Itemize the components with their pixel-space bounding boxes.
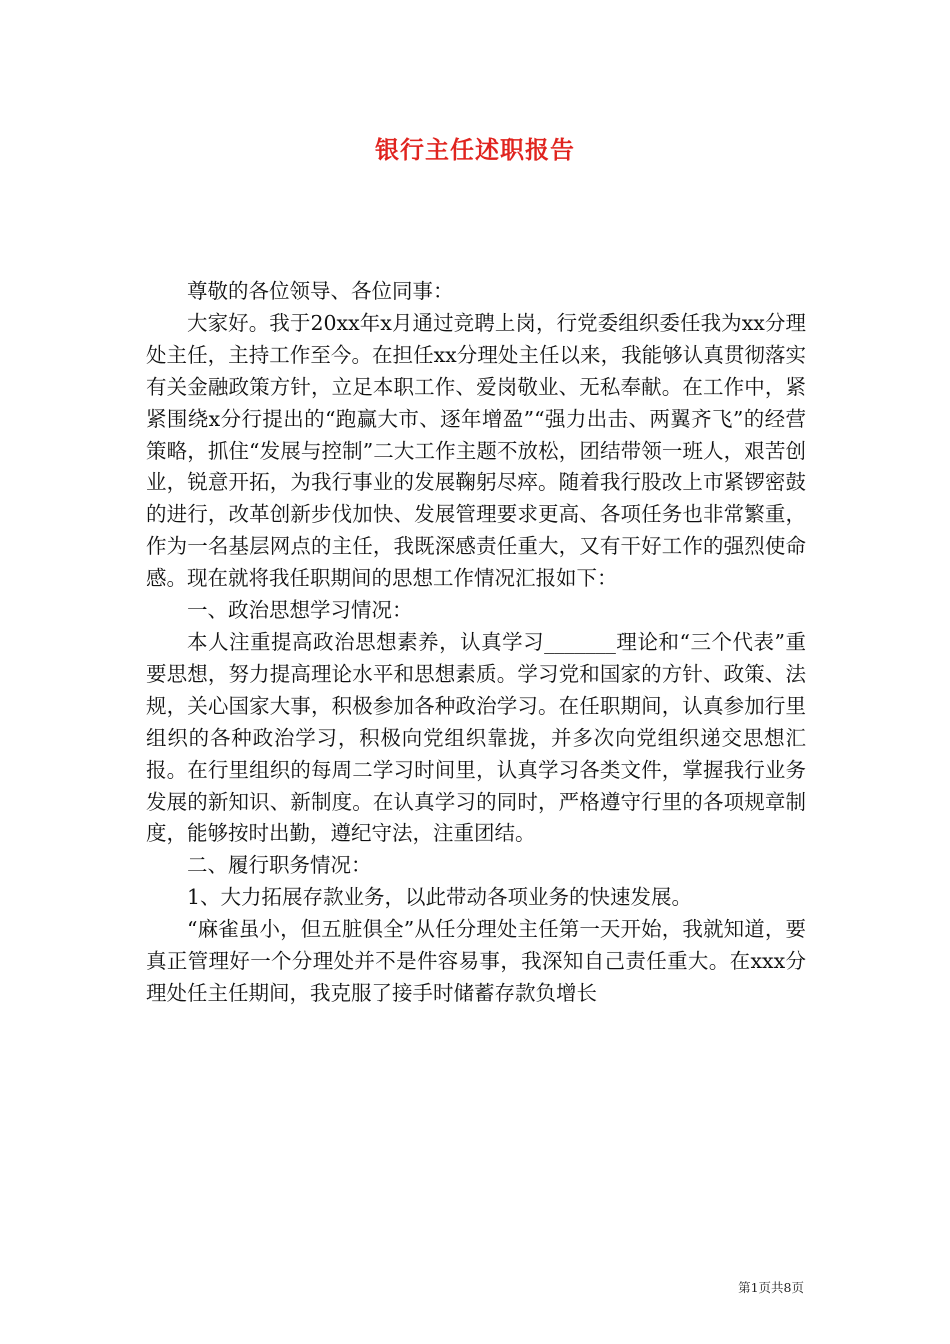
intro-paragraph: 大家好。我于20xx年x月通过竞聘上岗，行党委组织委任我为xx分理处主任，主持工作至今。在担任xx分理处主任以来，我能够认真贯彻落实有关金融政策方针，立足本职工作、爱岗敬业、无私奉献。在工作中，紧紧围绕x分行提出的“跑赢大市、逐年增盈”“强力出击、两翼齐飞”的经营策略，抓住“发展与控制”二大工作主题不放松，团结带领一班人，艰苦创业，锐意开拓，为我行事业的发展鞠躬尽瘁。随着我行股改上市紧锣密鼓的进行，改革创新步伐加快、发展管理要求更高、各项任务也非常繁重，作为一名基层网点的主任，我既深感责任重大，又有干好工作的强烈使命感。现在就将我任职期间的思想工作情况汇报如下： xyxy=(146,310,806,591)
section-heading-duties: 二、履行职务情况： xyxy=(187,853,372,878)
page-number-footer: 第1页共8页 xyxy=(738,1280,804,1295)
document-title: 银行主任述职报告 xyxy=(375,135,575,164)
salutation-paragraph: 尊敬的各位领导、各位同事： xyxy=(187,279,454,303)
political-study-paragraph: 本人注重提高政治思想素养，认真学习_______理论和“三个代表”重要思想，努力提高理论水平和思想素质。学习党和国家的方针、政策、法规，关心国家大事，积极参加各种政治学习。在任职期间，认真参加行里组织的各种政治学习，积极向党组织靠拢，并多次向党组织递交思想汇报。在行里组织的每周二学习时间里，认真学习各类文件，掌握我行业务发展的新知识、新制度。在认真学习的同时，严格遵守行里的各项规章制度，能够按时出勤，遵纪守法，注重团结。 xyxy=(146,629,806,846)
section-heading-political-study: 一、政治思想学习情况： xyxy=(187,598,413,623)
subheading-deposit-business: 1、大力拓展存款业务，以此带动各项业务的快速发展。 xyxy=(187,885,693,910)
document-body xyxy=(146,276,806,1010)
deposit-business-paragraph: “麻雀虽小，但五脏俱全”从任分理处主任第一天开始，我就知道，要真正管理好一个分理处并不是件容易事，我深知自己责任重大。在xxx分理处任主任期间，我克服了接手时储蓄存款负增长 xyxy=(146,917,806,1005)
